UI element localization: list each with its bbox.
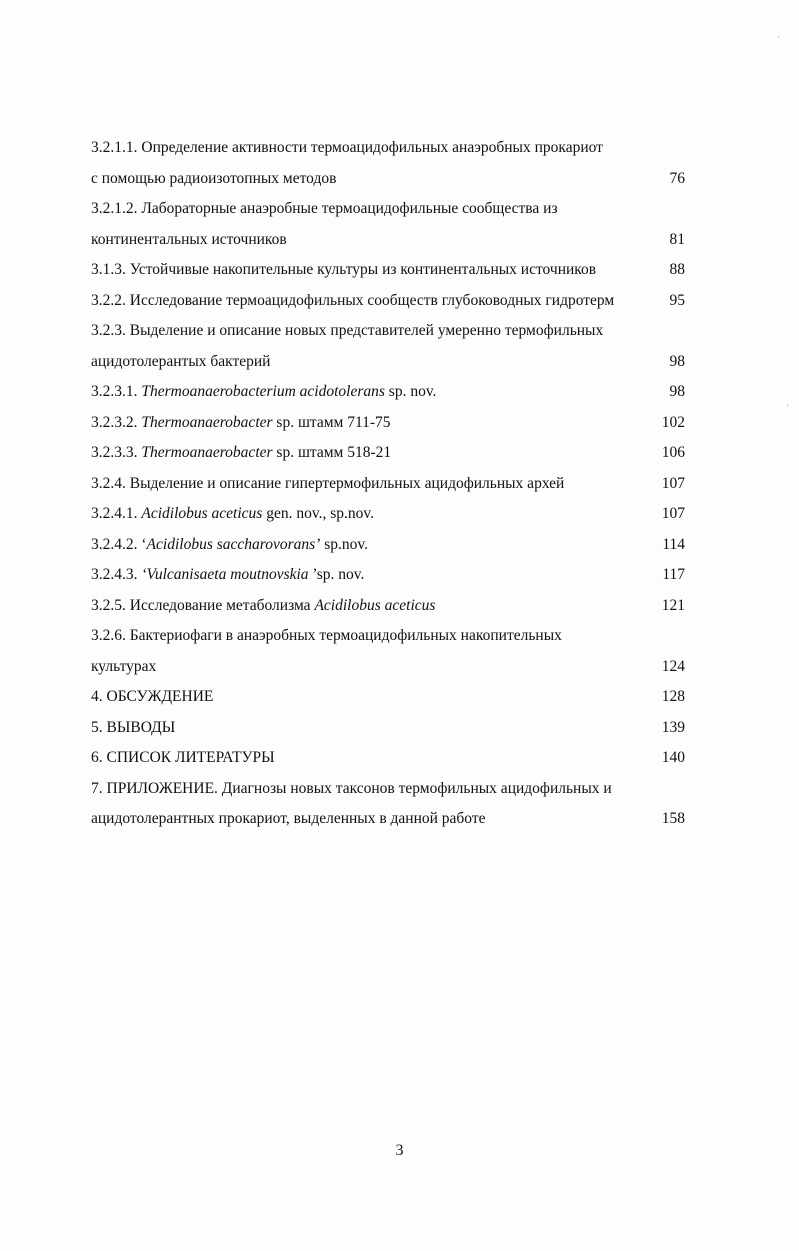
toc-entry xyxy=(91,591,691,622)
toc-entry-title xyxy=(91,286,614,317)
toc-entry-title-italic: Thermoanaerobacterium acidotolerans xyxy=(141,383,385,400)
toc-entry-title xyxy=(91,194,558,225)
toc-entry-page: 81 xyxy=(669,230,685,248)
toc-entry-page: 158 xyxy=(661,810,685,827)
toc-entry xyxy=(91,804,691,835)
toc-entry-title xyxy=(91,469,564,500)
toc-entry-title xyxy=(91,438,391,469)
toc-entry-page: 107 xyxy=(661,474,685,492)
toc-entry-title-segment: sp. штамм 711-75 xyxy=(272,413,391,431)
toc-entry xyxy=(91,621,691,652)
toc-entry-title xyxy=(91,225,287,256)
toc-entry-title xyxy=(91,530,368,561)
toc-entry-title-italic: Acidilobus aceticus xyxy=(141,505,263,522)
toc-entry-title-italic: ‘Vulcanisaeta moutnovskia xyxy=(141,566,309,583)
toc-entry-title-segment: 3.2.3.1. xyxy=(91,383,142,400)
scan-artifact xyxy=(778,36,779,38)
toc-entry-title xyxy=(91,682,213,713)
toc-entry xyxy=(91,225,691,256)
toc-entry-title-segment: gen. nov., sp.nov. xyxy=(262,505,374,522)
toc-entry-page: 140 xyxy=(661,749,685,766)
toc-entry-title-segment: с помощью радиоизотопных методов xyxy=(91,169,337,187)
toc-entry-title xyxy=(91,743,275,774)
toc-entry-page: 95 xyxy=(669,291,685,309)
toc-entry-title-segment: 3.2.3. Выделение и описание новых представителей умеренно термофильных xyxy=(91,322,604,339)
toc-entry-title-segment: 3.1.3. Устойчивые накопительные культуры из континентальных источников xyxy=(91,261,597,278)
toc-entry-page: 76 xyxy=(669,169,685,187)
toc-entry-title-segment: 3.2.5. Исследование метаболизма xyxy=(91,596,315,614)
toc-entry-title xyxy=(91,713,175,744)
toc-entry xyxy=(91,682,691,713)
toc-entry xyxy=(91,133,691,164)
toc-entry-title-segment: континентальных источников xyxy=(91,230,287,248)
toc-entry-page: 88 xyxy=(669,261,685,278)
toc-entry-title-segment: 3.2.2. Исследование термоацидофильных сообществ глубоководных гидротерм xyxy=(91,291,615,309)
toc-entry-page: 114 xyxy=(662,535,685,553)
toc-entry-title xyxy=(91,316,603,347)
toc-entry-title-segment: sp.nov. xyxy=(320,535,368,553)
toc-entry xyxy=(91,743,691,774)
toc-entry-title-segment: 3.2.4. Выделение и описание гипертермофильных ацидофильных архей xyxy=(91,474,565,492)
toc-entry-title-segment: 3.2.4.2. ‘ xyxy=(91,535,147,553)
toc-entry-title xyxy=(91,560,364,591)
toc-entry-title-segment: ацидотолерантых бактерий xyxy=(91,352,271,370)
toc-entry-page: 139 xyxy=(661,718,685,736)
toc-entry xyxy=(91,652,691,683)
toc-entry-title xyxy=(91,774,612,805)
toc-entry xyxy=(91,377,691,408)
toc-entry-title-segment: 4. ОБСУЖДЕНИЕ xyxy=(91,688,214,705)
toc-entry-title xyxy=(91,408,391,439)
toc-entry xyxy=(91,438,691,469)
toc-entry xyxy=(91,774,691,805)
toc-entry-title-segment: 3.2.3.3. xyxy=(91,444,142,461)
toc-entry-title-italic: Thermoanaerobacter xyxy=(141,413,273,431)
scan-artifact xyxy=(787,404,788,407)
toc-entry xyxy=(91,560,691,591)
toc-entry-title-italic: Acidilobus saccharovorans’ xyxy=(146,535,321,553)
toc-entry-page: 106 xyxy=(661,444,685,461)
toc-entry xyxy=(91,347,691,378)
toc-entry-title-segment: 3.2.1.2. Лабораторные анаэробные термоацидофильные сообщества из xyxy=(91,200,558,217)
toc-entry xyxy=(91,408,691,439)
toc-entry-title-segment: ацидотолерантных прокариот, выделенных в данной работе xyxy=(91,810,486,827)
toc-entry-page: 102 xyxy=(661,413,685,431)
toc-entry xyxy=(91,286,691,317)
toc-entry-title-segment: культурах xyxy=(91,657,157,675)
toc-entry xyxy=(91,164,691,195)
toc-entry-title-italic: Acidilobus aceticus xyxy=(314,596,436,614)
toc-entry-title-segment: 3.2.1.1. Определение активности термоацидофильных анаэробных прокариот xyxy=(91,139,603,156)
toc-entry xyxy=(91,316,691,347)
page-number: 3 xyxy=(395,1142,404,1159)
toc-entry-title-segment: sp. штамм 518-21 xyxy=(272,444,392,461)
toc-entry-page: 107 xyxy=(661,505,685,522)
toc-entry-title xyxy=(91,164,336,195)
toc-entry-page: 121 xyxy=(661,596,685,614)
toc-entry-title xyxy=(91,652,156,683)
toc-entry-page: 117 xyxy=(662,566,685,583)
toc-entry xyxy=(91,469,691,500)
toc-entry-title-segment: 5. ВЫВОДЫ xyxy=(91,718,176,736)
toc-entry-title-italic: Thermoanaerobacter xyxy=(141,444,273,461)
toc-entry-title xyxy=(91,591,435,622)
toc-entry-page: 124 xyxy=(661,657,685,675)
toc-entry-page: 128 xyxy=(661,688,685,705)
toc-entry-title xyxy=(91,255,596,286)
toc-entry xyxy=(91,713,691,744)
toc-entry xyxy=(91,530,691,561)
toc-entry xyxy=(91,499,691,530)
toc-entry-title xyxy=(91,377,436,408)
toc-entry-title xyxy=(91,133,603,164)
toc-entry-title-segment: ’sp. nov. xyxy=(308,566,365,583)
toc-entry-title-segment: 3.2.4.3. xyxy=(91,566,142,583)
toc-entry-page: 98 xyxy=(669,352,685,370)
toc-entry-title xyxy=(91,804,486,835)
toc-entry-page: 98 xyxy=(669,383,685,400)
toc-entry-title xyxy=(91,621,562,652)
toc-entry xyxy=(91,194,691,225)
toc-entry xyxy=(91,255,691,286)
toc-entry-title-segment: 6. СПИСОК ЛИТЕРАТУРЫ xyxy=(91,749,275,766)
toc-entry-title xyxy=(91,347,270,378)
toc-entry-title-segment: 7. ПРИЛОЖЕНИЕ. Диагнозы новых таксонов термофильных ацидофильных и xyxy=(91,779,612,797)
table-of-contents xyxy=(91,133,691,835)
toc-entry-title-segment: sp. nov. xyxy=(384,383,437,400)
toc-entry-title-segment: 3.2.6. Бактериофаги в анаэробных термоацидофильных накопительных xyxy=(91,627,562,644)
toc-entry-title xyxy=(91,499,374,530)
toc-entry-title-segment: 3.2.3.2. xyxy=(91,413,142,431)
toc-entry-title-segment: 3.2.4.1. xyxy=(91,505,142,522)
